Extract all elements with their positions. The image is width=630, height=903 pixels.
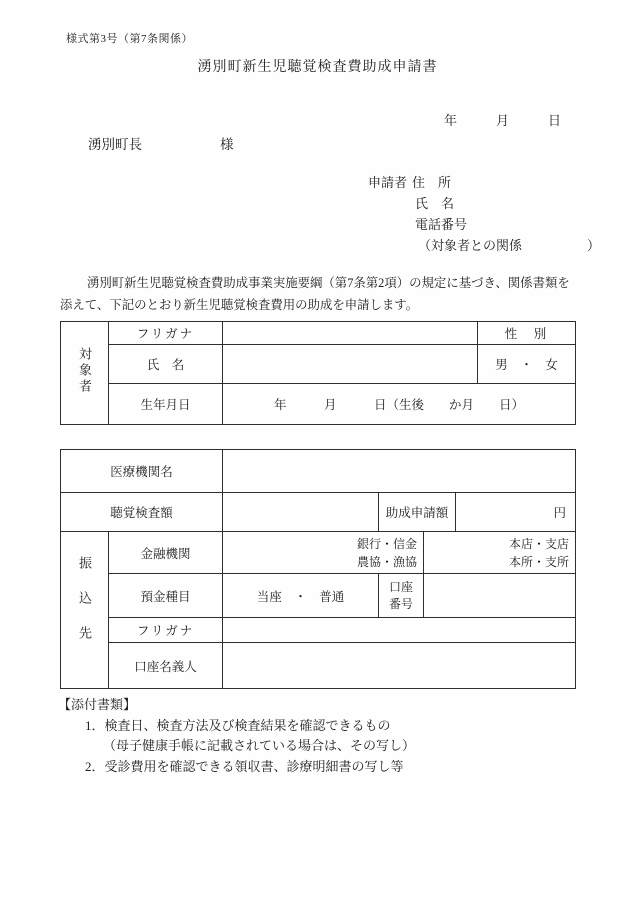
attachment-item-2: 2．受診費用を確認できる領収書、診療明細書の写し等 bbox=[85, 758, 404, 774]
payment-table bbox=[60, 449, 576, 689]
branch-type-options bbox=[424, 532, 576, 574]
furigana-label: フリガナ bbox=[109, 322, 223, 345]
attachments-heading: 【添付書類】 bbox=[58, 697, 137, 712]
table-row bbox=[61, 322, 576, 345]
subsidy-amount-input-area: 円 bbox=[456, 493, 576, 532]
applicant-label: 申請者 bbox=[368, 175, 408, 190]
table-row bbox=[61, 532, 576, 574]
medical-institution-input-area bbox=[223, 450, 576, 493]
attachments-section bbox=[58, 695, 415, 777]
name-input-area bbox=[223, 345, 478, 384]
transfer-side-label: 振込先 bbox=[77, 555, 92, 661]
gender-options: 男 ・ 女 bbox=[478, 345, 576, 384]
account-furigana-input-area bbox=[223, 618, 576, 643]
branch-type-line2: 本所・支所 bbox=[509, 554, 570, 569]
account-number-label-line2: 番号 bbox=[389, 596, 414, 611]
table-row bbox=[61, 450, 576, 493]
table-row bbox=[61, 574, 576, 618]
name-label: 氏 名 bbox=[109, 345, 223, 384]
gender-header: 性 別 bbox=[478, 322, 576, 345]
birthdate-input-area: 年 月 日（生後 か月 日） bbox=[223, 384, 576, 425]
statement-line-1: 湧別町新生児聴覚検査費助成事業実施要綱（第7条第2項）の規定に基づき、関係書類を bbox=[87, 276, 570, 290]
exam-fee-label: 聴覚検査額 bbox=[61, 493, 223, 532]
bank-type-line2: 農協・漁協 bbox=[357, 554, 418, 569]
table-row bbox=[61, 345, 576, 384]
deposit-type-label: 預金種目 bbox=[109, 574, 223, 618]
applicant-phone-label: 電話番号 bbox=[415, 217, 468, 232]
table-row bbox=[61, 643, 576, 689]
account-number-label bbox=[379, 574, 424, 618]
bank-type-options bbox=[223, 532, 424, 574]
branch-type-line1: 本店・支店 bbox=[509, 536, 570, 551]
subject-side-header bbox=[61, 322, 109, 425]
applicant-name-label: 氏 名 bbox=[415, 196, 455, 211]
bank-type-line1: 銀行・信金 bbox=[357, 536, 418, 551]
account-number-input-area bbox=[424, 574, 576, 618]
date-field: 年 月 日 bbox=[443, 113, 561, 128]
addressee: 湧別町長 bbox=[88, 137, 142, 152]
page-title: 湧別町新生児聴覚検査費助成申請書 bbox=[197, 60, 438, 75]
account-holder-label: 口座名義人 bbox=[109, 643, 223, 689]
form-number: 様式第3号（第7条関係） bbox=[66, 33, 193, 45]
addressee-honorific: 様 bbox=[220, 137, 234, 152]
deposit-type-options: 当座 ・ 普通 bbox=[223, 574, 379, 618]
application-statement bbox=[60, 272, 570, 316]
applicant-address-label: 住 所 bbox=[412, 175, 452, 190]
exam-fee-input-area bbox=[223, 493, 379, 532]
financial-institution-label: 金融機関 bbox=[109, 532, 223, 574]
subsidy-amount-label: 助成申請額 bbox=[379, 493, 456, 532]
transfer-side-header bbox=[61, 532, 109, 689]
account-furigana-label: フリガナ bbox=[109, 618, 223, 643]
table-row bbox=[61, 493, 576, 532]
statement-line-2: 添えて、下記のとおり新生児聴覚検査費用の助成を申請します。 bbox=[60, 298, 419, 312]
account-holder-input-area bbox=[223, 643, 576, 689]
applicant-address-row bbox=[368, 172, 600, 193]
subject-side-label: 対象者 bbox=[77, 347, 92, 395]
attachment-item-1-note: （母子健康手帳に記載されている場合は、その写し） bbox=[103, 738, 416, 753]
applicant-block bbox=[368, 172, 600, 256]
attachment-item-1: 1．検査日、検査方法及び検査結果を確認できるもの bbox=[85, 717, 391, 733]
table-row bbox=[61, 384, 576, 425]
table-row bbox=[61, 618, 576, 643]
account-number-label-line1: 口座 bbox=[389, 579, 414, 594]
birthdate-label: 生年月日 bbox=[109, 384, 223, 425]
medical-institution-label: 医療機関名 bbox=[61, 450, 223, 493]
addressee-line bbox=[88, 133, 234, 153]
subject-table bbox=[60, 321, 576, 425]
applicant-relation-label: （対象者との関係 ） bbox=[418, 238, 601, 253]
furigana-input-area bbox=[223, 322, 478, 345]
